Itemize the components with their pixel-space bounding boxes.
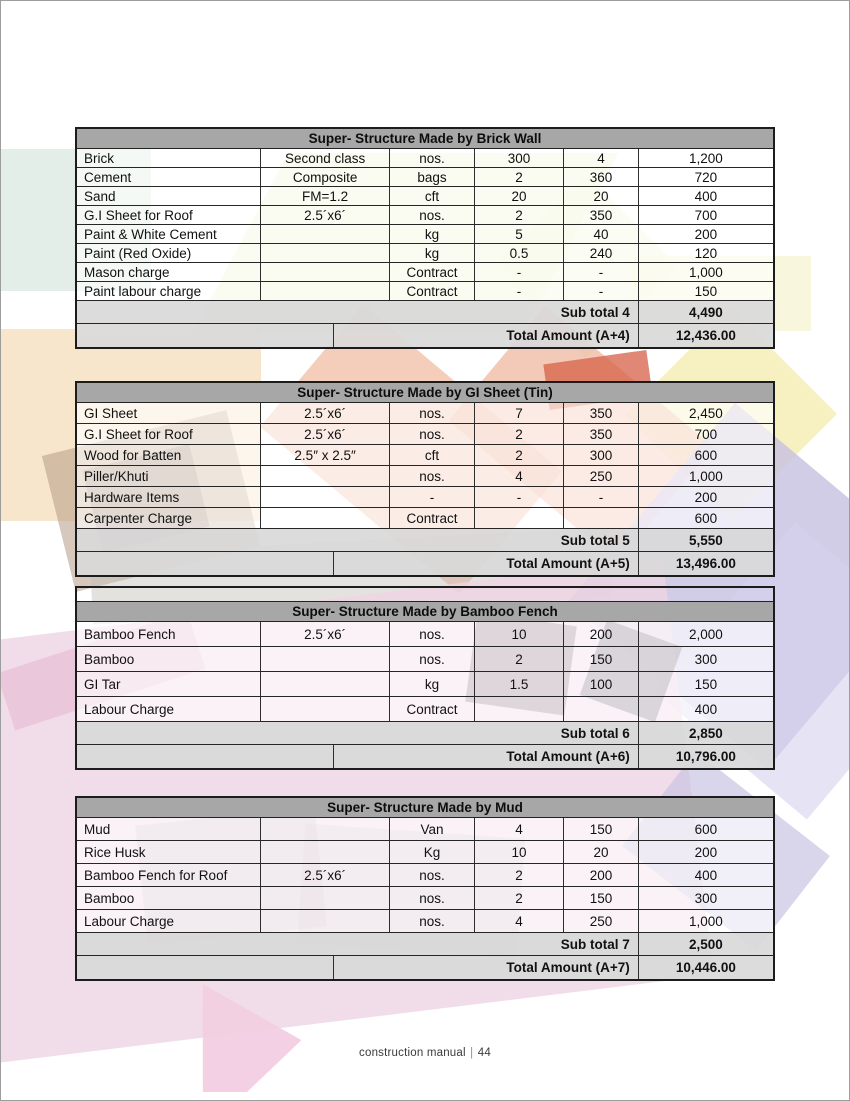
cell-spec — [261, 466, 390, 486]
subtotal-row — [77, 722, 773, 745]
table-row — [77, 206, 773, 225]
subtotal-label: Sub total 5 — [77, 529, 639, 551]
cell-rate: - — [564, 263, 639, 281]
cell-qty: 2 — [475, 887, 564, 909]
cell-qty: - — [475, 487, 564, 507]
cell-spec: 2.5´x6´ — [261, 424, 390, 444]
total-value: 13,496.00 — [639, 552, 773, 575]
table-empty-row — [77, 588, 773, 602]
cost-table-2 — [75, 381, 775, 577]
cell-amount: 600 — [639, 445, 773, 465]
cell-unit: kg — [390, 225, 475, 243]
subtotal-value: 4,490 — [639, 301, 773, 323]
total-empty-cell — [77, 324, 334, 347]
cell-item: Bamboo Fench for Roof — [77, 864, 261, 886]
cell-item: Piller/Khuti — [77, 466, 261, 486]
cell-qty: 2 — [475, 424, 564, 444]
cell-item: Brick — [77, 149, 261, 167]
cell-rate: - — [564, 487, 639, 507]
total-label: Total Amount (A+5) — [334, 552, 639, 575]
cell-amount: 1,000 — [639, 466, 773, 486]
table-title: Super- Structure Made by GI Sheet (Tin) — [77, 383, 773, 403]
cell-item: Bamboo — [77, 887, 261, 909]
cell-spec: 2.5´x6´ — [261, 622, 390, 646]
cell-item: Rice Husk — [77, 841, 261, 863]
cell-rate: 200 — [564, 622, 639, 646]
table-row — [77, 282, 773, 301]
total-empty-cell — [77, 956, 334, 979]
total-empty-cell — [77, 745, 334, 768]
cell-unit: nos. — [390, 887, 475, 909]
cell-unit: nos. — [390, 910, 475, 932]
table-row — [77, 187, 773, 206]
cell-rate: 100 — [564, 672, 639, 696]
cell-qty: 7 — [475, 403, 564, 423]
cell-amount: 120 — [639, 244, 773, 262]
cell-amount: 300 — [639, 887, 773, 909]
cell-rate: 350 — [564, 424, 639, 444]
cell-item: GI Tar — [77, 672, 261, 696]
cell-rate — [564, 508, 639, 528]
cell-qty: 2 — [475, 647, 564, 671]
table-row — [77, 887, 773, 910]
cell-qty: 4 — [475, 910, 564, 932]
cell-unit: kg — [390, 244, 475, 262]
cell-unit: nos. — [390, 622, 475, 646]
cell-unit: nos. — [390, 403, 475, 423]
table-row — [77, 244, 773, 263]
cell-qty: - — [475, 282, 564, 300]
cell-rate: 240 — [564, 244, 639, 262]
cell-amount: 700 — [639, 424, 773, 444]
total-row — [77, 956, 773, 979]
cell-rate: 200 — [564, 864, 639, 886]
cell-unit: cft — [390, 445, 475, 465]
table-row — [77, 818, 773, 841]
cell-unit: nos. — [390, 864, 475, 886]
cell-spec — [261, 647, 390, 671]
cell-amount: 150 — [639, 282, 773, 300]
cell-spec — [261, 263, 390, 281]
cell-unit: nos. — [390, 466, 475, 486]
cell-unit: nos. — [390, 206, 475, 224]
cell-spec: 2.5´x6´ — [261, 864, 390, 886]
table-row — [77, 168, 773, 187]
cell-qty: 2 — [475, 206, 564, 224]
cell-rate: 250 — [564, 466, 639, 486]
cell-qty: 0.5 — [475, 244, 564, 262]
cell-spec: Second class — [261, 149, 390, 167]
cell-rate: 350 — [564, 403, 639, 423]
cell-rate: 350 — [564, 206, 639, 224]
table-row — [77, 487, 773, 508]
cell-rate: 20 — [564, 841, 639, 863]
cost-table-3 — [75, 586, 775, 770]
table-row — [77, 910, 773, 933]
total-value: 12,436.00 — [639, 324, 773, 347]
cell-unit: bags — [390, 168, 475, 186]
table-row — [77, 508, 773, 529]
cell-qty: 2 — [475, 864, 564, 886]
subtotal-row — [77, 933, 773, 956]
cell-amount: 400 — [639, 697, 773, 721]
cell-item: Carpenter Charge — [77, 508, 261, 528]
cell-spec — [261, 841, 390, 863]
cell-rate — [564, 697, 639, 721]
cell-qty: 5 — [475, 225, 564, 243]
cell-unit: Contract — [390, 508, 475, 528]
cell-qty — [475, 508, 564, 528]
table-title: Super- Structure Made by Brick Wall — [77, 129, 773, 149]
cell-rate: 4 — [564, 149, 639, 167]
cell-unit: Kg — [390, 841, 475, 863]
table-row — [77, 149, 773, 168]
cell-amount: 200 — [639, 487, 773, 507]
cell-qty: 20 — [475, 187, 564, 205]
subtotal-value: 5,550 — [639, 529, 773, 551]
cell-item: Sand — [77, 187, 261, 205]
cell-amount: 400 — [639, 187, 773, 205]
cell-spec — [261, 244, 390, 262]
table-title: Super- Structure Made by Bamboo Fench — [77, 602, 773, 622]
cell-amount: 720 — [639, 168, 773, 186]
cell-item: Mason charge — [77, 263, 261, 281]
cell-item: Mud — [77, 818, 261, 840]
cell-qty: 10 — [475, 622, 564, 646]
cell-qty: 1.5 — [475, 672, 564, 696]
cell-unit: cft — [390, 187, 475, 205]
cell-rate: 20 — [564, 187, 639, 205]
cell-unit: nos. — [390, 647, 475, 671]
cell-amount: 600 — [639, 818, 773, 840]
cell-item: Hardware Items — [77, 487, 261, 507]
table-row — [77, 672, 773, 697]
table-row — [77, 403, 773, 424]
cell-unit: nos. — [390, 424, 475, 444]
subtotal-label: Sub total 7 — [77, 933, 639, 955]
table-row — [77, 466, 773, 487]
cell-amount: 600 — [639, 508, 773, 528]
cell-item: Paint (Red Oxide) — [77, 244, 261, 262]
cell-spec — [261, 225, 390, 243]
cell-unit: nos. — [390, 149, 475, 167]
cell-rate: 150 — [564, 818, 639, 840]
cost-table-1 — [75, 127, 775, 349]
cell-qty — [475, 697, 564, 721]
subtotal-row — [77, 301, 773, 324]
footer-page-number: 44 — [477, 1047, 491, 1059]
cell-spec: 2.5´x6´ — [261, 403, 390, 423]
cell-amount: 1,200 — [639, 149, 773, 167]
cell-item: Bamboo — [77, 647, 261, 671]
cell-qty: 4 — [475, 466, 564, 486]
cell-qty: 2 — [475, 168, 564, 186]
cell-spec: FM=1.2 — [261, 187, 390, 205]
cell-spec — [261, 282, 390, 300]
table-row — [77, 864, 773, 887]
total-value: 10,446.00 — [639, 956, 773, 979]
subtotal-row — [77, 529, 773, 552]
cell-unit: kg — [390, 672, 475, 696]
table-row — [77, 647, 773, 672]
cell-qty: 10 — [475, 841, 564, 863]
subtotal-label: Sub total 4 — [77, 301, 639, 323]
total-row — [77, 552, 773, 575]
cell-spec — [261, 487, 390, 507]
cell-qty: - — [475, 263, 564, 281]
cell-rate: 250 — [564, 910, 639, 932]
cell-item: Bamboo Fench — [77, 622, 261, 646]
cell-spec: 2.5´x6´ — [261, 206, 390, 224]
cell-rate: 360 — [564, 168, 639, 186]
cell-item: Paint labour charge — [77, 282, 261, 300]
cell-spec — [261, 697, 390, 721]
cell-amount: 150 — [639, 672, 773, 696]
cell-amount: 300 — [639, 647, 773, 671]
cell-spec — [261, 910, 390, 932]
cell-unit: Van — [390, 818, 475, 840]
cell-rate: - — [564, 282, 639, 300]
cell-amount: 2,450 — [639, 403, 773, 423]
total-empty-cell — [77, 552, 334, 575]
cell-rate: 150 — [564, 887, 639, 909]
cell-item: Paint & White Cement — [77, 225, 261, 243]
table-title: Super- Structure Made by Mud — [77, 798, 773, 818]
subtotal-value: 2,850 — [639, 722, 773, 744]
cell-rate: 300 — [564, 445, 639, 465]
cell-qty: 4 — [475, 818, 564, 840]
total-value: 10,796.00 — [639, 745, 773, 768]
total-row — [77, 745, 773, 768]
table-row — [77, 424, 773, 445]
table-row — [77, 841, 773, 864]
cell-item: Wood for Batten — [77, 445, 261, 465]
cell-item: Labour Charge — [77, 697, 261, 721]
total-row — [77, 324, 773, 347]
footer-label: construction manual — [359, 1047, 466, 1059]
cell-qty: 2 — [475, 445, 564, 465]
subtotal-value: 2,500 — [639, 933, 773, 955]
cell-amount: 2,000 — [639, 622, 773, 646]
cost-table-4 — [75, 796, 775, 981]
cell-spec — [261, 887, 390, 909]
table-row — [77, 225, 773, 244]
cell-amount: 700 — [639, 206, 773, 224]
page-footer — [1, 1047, 849, 1059]
subtotal-label: Sub total 6 — [77, 722, 639, 744]
cell-unit: Contract — [390, 263, 475, 281]
table-row — [77, 622, 773, 647]
cell-spec: 2.5″ x 2.5″ — [261, 445, 390, 465]
cell-item: GI Sheet — [77, 403, 261, 423]
cell-amount: 1,000 — [639, 910, 773, 932]
cell-spec: Composite — [261, 168, 390, 186]
cell-unit: - — [390, 487, 475, 507]
total-label: Total Amount (A+6) — [334, 745, 639, 768]
table-row — [77, 263, 773, 282]
footer-divider: | — [470, 1047, 474, 1059]
cell-spec — [261, 672, 390, 696]
cell-rate: 40 — [564, 225, 639, 243]
cell-item: G.I Sheet for Roof — [77, 206, 261, 224]
table-row — [77, 697, 773, 722]
cell-item: Labour Charge — [77, 910, 261, 932]
cell-amount: 400 — [639, 864, 773, 886]
table-row — [77, 445, 773, 466]
total-label: Total Amount (A+4) — [334, 324, 639, 347]
cell-item: G.I Sheet for Roof — [77, 424, 261, 444]
cell-amount: 1,000 — [639, 263, 773, 281]
cell-amount: 200 — [639, 841, 773, 863]
cell-unit: Contract — [390, 697, 475, 721]
cell-qty: 300 — [475, 149, 564, 167]
cell-amount: 200 — [639, 225, 773, 243]
cell-item: Cement — [77, 168, 261, 186]
cell-spec — [261, 508, 390, 528]
cell-unit: Contract — [390, 282, 475, 300]
cell-rate: 150 — [564, 647, 639, 671]
cell-spec — [261, 818, 390, 840]
total-label: Total Amount (A+7) — [334, 956, 639, 979]
